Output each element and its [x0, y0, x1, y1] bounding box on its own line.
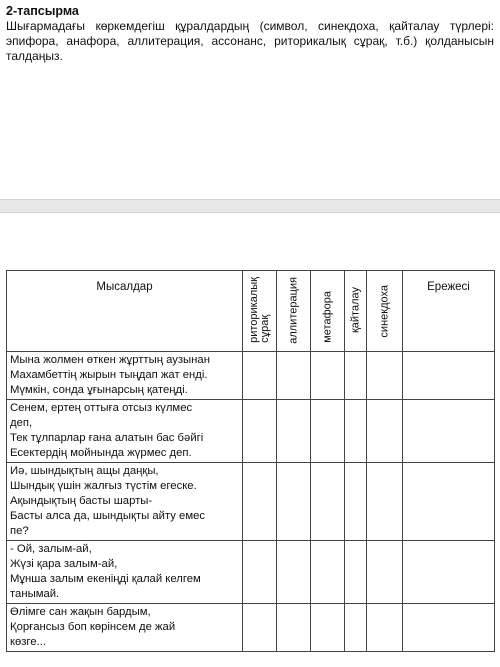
table-header-row: [7, 271, 495, 352]
answer-cell[interactable]: [243, 463, 277, 541]
task-title: 2-тапсырма: [6, 4, 79, 18]
example-line: пе?: [10, 525, 29, 537]
rule-cell[interactable]: [403, 541, 495, 604]
example-line: Мүмкін, сонда ұғынарсың қатеңді.: [10, 384, 188, 396]
answer-cell[interactable]: [345, 604, 367, 652]
example-line: көзге...: [10, 636, 46, 648]
example-line: Иә, шындықтың ащы даңқы,: [10, 465, 159, 477]
example-cell: [7, 400, 243, 463]
task-block: [6, 4, 494, 64]
answer-cell[interactable]: [243, 352, 277, 400]
example-line: Мына жолмен өткен жұрттың аузынан: [10, 354, 210, 366]
example-line: Шындық үшін жалғыз түстім егеске.: [10, 480, 197, 492]
rule-cell[interactable]: [403, 604, 495, 652]
example-line: Жүзі қара залым-ай,: [10, 558, 118, 570]
table-row: [7, 400, 495, 463]
header-examples: Мысалдар: [7, 271, 243, 352]
example-line: Қорғансыз боп көрінсем де жай: [10, 621, 176, 633]
answer-cell[interactable]: [367, 541, 403, 604]
header-synecdoche: [367, 271, 403, 352]
answer-cell[interactable]: [345, 400, 367, 463]
example-line: танымай.: [10, 588, 60, 600]
answer-cell[interactable]: [277, 352, 311, 400]
header-alliteration: [277, 271, 311, 352]
answer-cell[interactable]: [311, 604, 345, 652]
example-line: Басты алса да, шындықты айту емес: [10, 510, 206, 522]
answer-cell[interactable]: [243, 400, 277, 463]
answer-cell[interactable]: [243, 541, 277, 604]
table-row: [7, 604, 495, 652]
answer-cell[interactable]: [277, 541, 311, 604]
answer-cell[interactable]: [311, 541, 345, 604]
header-alliteration-label: аллитерация: [287, 277, 299, 344]
answer-cell[interactable]: [367, 463, 403, 541]
answer-cell[interactable]: [367, 352, 403, 400]
example-line: Есектердің мойнында жүрмес деп.: [10, 447, 192, 459]
header-rhetorical-question: [243, 271, 277, 352]
rule-cell[interactable]: [403, 463, 495, 541]
rule-cell[interactable]: [403, 400, 495, 463]
example-line: Ақындықтың басты шарты-: [10, 495, 153, 507]
table-row: [7, 541, 495, 604]
header-rhetorical-line-2: сұрақ: [258, 314, 271, 343]
example-cell: [7, 463, 243, 541]
example-line: Мұнша залым екеніңді қалай келгем: [10, 573, 201, 585]
example-line: - Ой, залым-ай,: [10, 543, 92, 555]
answer-cell[interactable]: [311, 463, 345, 541]
answer-cell[interactable]: [367, 604, 403, 652]
answer-cell[interactable]: [277, 400, 311, 463]
rule-cell[interactable]: [403, 352, 495, 400]
table-row: [7, 352, 495, 400]
example-cell: [7, 604, 243, 652]
example-cell: [7, 352, 243, 400]
example-line: деп,: [10, 417, 33, 429]
answer-cell[interactable]: [367, 400, 403, 463]
answer-cell[interactable]: [345, 541, 367, 604]
analysis-table: [6, 270, 495, 652]
example-line: Өлімге сан жақын бардым,: [10, 606, 151, 618]
header-rhetorical-line-1: риторикалық: [247, 277, 260, 343]
answer-cell[interactable]: [277, 604, 311, 652]
example-line: Тек тұлпарлар ғана алатын бас бәйгі: [10, 432, 204, 444]
header-repetition: [345, 271, 367, 352]
table-row: [7, 463, 495, 541]
header-rules: Ережесі: [403, 271, 495, 352]
header-metaphor: [311, 271, 345, 352]
example-line: Сенем, ертең оттыға отсыз күлмес: [10, 402, 193, 414]
example-line: Махамбеттің жырын тыңдап жат енді.: [10, 369, 208, 381]
answer-cell[interactable]: [277, 463, 311, 541]
answer-cell[interactable]: [345, 352, 367, 400]
header-metaphor-label: метафора: [321, 291, 333, 343]
header-repetition-label: қайталау: [349, 287, 361, 334]
answer-cell[interactable]: [243, 604, 277, 652]
header-synecdoche-label: синекдоха: [378, 285, 390, 338]
answer-cell[interactable]: [311, 352, 345, 400]
answer-cell[interactable]: [311, 400, 345, 463]
task-instructions: Шығармадағы көркемдегіш құралдардың (символ, синекдоха, қайталау түрлері: эпифора, анафора, аллитерация, ассонанс, риторикалық сұрақ, т.б.) қолданысын талдаңыз.: [6, 19, 494, 63]
answer-cell[interactable]: [345, 463, 367, 541]
example-cell: [7, 541, 243, 604]
page-divider: [0, 199, 500, 213]
